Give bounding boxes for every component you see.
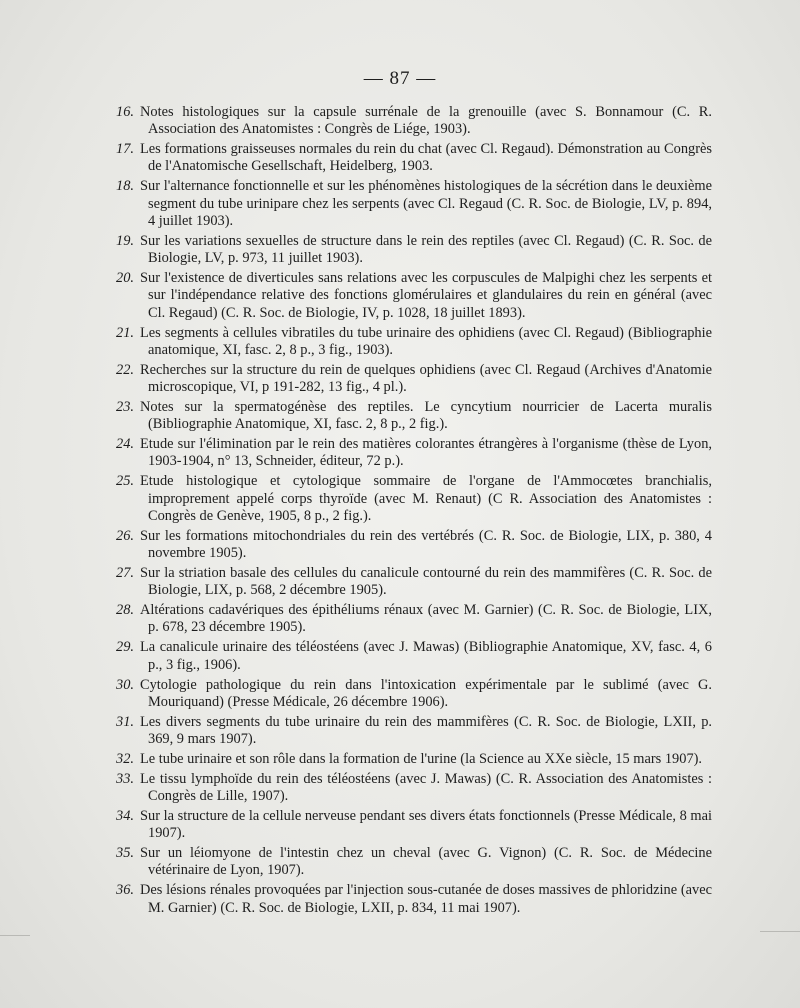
entry-number: 28. (116, 602, 134, 619)
entry-number: 31. (116, 713, 134, 730)
bibliography-entry (112, 325, 712, 360)
bibliography-entry (112, 233, 712, 268)
entry-number: 34. (116, 807, 134, 824)
scan-edge-mark (760, 931, 800, 932)
entry-number: 22. (116, 361, 134, 378)
entry-text: Les divers segments du tube urinaire du rein des mammifères (C. R. Soc. de Biologie, LXII, p. 369, 9 mars 1907). (140, 713, 712, 747)
bibliography-entry (112, 141, 712, 176)
entry-number: 23. (116, 398, 134, 415)
entry-number: 16. (116, 104, 134, 120)
entry-number: 35. (116, 845, 134, 862)
bibliography-entry (112, 808, 712, 843)
entry-text: Etude histologique et cytologique sommaire de l'organe de l'Ammocœtes branchialis, improprement appelé corps thyroïde (avec M. Renaut) (C R. Association des Anatomistes : Congrès de Genève, 1905, 8 p., 2 fig.). (140, 473, 712, 524)
entry-number: 27. (116, 564, 134, 581)
entry-number: 17. (116, 141, 134, 158)
entry-number: 20. (116, 270, 134, 287)
entry-number: 18. (116, 178, 134, 195)
bibliography-entry (112, 845, 712, 880)
bibliography-entry (112, 714, 712, 749)
bibliography-entry (112, 270, 712, 322)
entry-number: 24. (116, 436, 134, 453)
entry-number: 25. (116, 473, 134, 490)
entry-number: 29. (116, 639, 134, 656)
bibliography-entry (112, 751, 712, 768)
entry-number: 21. (116, 324, 134, 341)
entry-text: Sur les variations sexuelles de structure dans le rein des reptiles (avec Cl. Regaud) (C. R. Soc. de Biologie, LV, p. 973, 11 juillet 1903). (140, 232, 712, 267)
entry-number: 30. (116, 676, 134, 693)
entry-text: La canalicule urinaire des téléostéens (avec J. Mawas) (Bibliographie Anatomique, XV, fasc. 4, 6 p., 3 fig., 1906). (140, 639, 712, 673)
entry-text: Recherches sur la structure du rein de quelques ophidiens (avec Cl. Regaud (Archives d'Anatomie microscopique, VI, p 191-282, 13 fig., 4 pl.). (140, 361, 712, 396)
entry-text: Sur un léiomyone de l'intestin chez un cheval (avec G. Vignon) (C. R. Soc. de Médecine vétérinaire de Lyon, 1907). (140, 845, 712, 879)
entry-text: Les formations graisseuses normales du rein du chat (avec Cl. Regaud). Démonstration au Congrès de l'Anatomische Gesellschaft, Heidelberg, 1903. (140, 141, 712, 175)
scan-edge-mark (0, 935, 30, 936)
entry-text: Notes histologiques sur la capsule surrénale de la grenouille (avec S. Bonnamour (C. R. Association des Anatomistes : Congrès de Liége, 1903). (140, 104, 712, 138)
entry-text: Le tube urinaire et son rôle dans la formation de l'urine (la Science au XXe siècle, 15 mars 1907). (140, 750, 703, 767)
entry-text: Notes sur la spermatogénèse des reptiles. Le cyncytium nourricier de Lacerta muralis (Bibliographie Anatomique, XI, fasc. 2, 8 p., 2 fig.). (140, 398, 712, 433)
entry-text: Les segments à cellules vibratiles du tube urinaire des ophidiens (avec Cl. Regaud) (Bibliographie anatomique, XI, fasc. 2, 8 p., 3 fig., 1903). (140, 324, 712, 358)
entry-text: Altérations cadavériques des épithéliums rénaux (avec M. Garnier) (C. R. Soc. de Biologie, LIX, p. 678, 23 décembre 1905). (140, 602, 712, 636)
entry-number: 33. (116, 770, 134, 787)
bibliography-entry (112, 362, 712, 397)
entry-number: 26. (116, 527, 134, 544)
bibliography-entry (112, 771, 712, 806)
entry-text: Sur les formations mitochondriales du rein des vertébrés (C. R. Soc. de Biologie, LIX, p. 380, 4 novembre 1905). (140, 527, 712, 562)
bibliography-entry (112, 399, 712, 434)
entry-text: Sur l'alternance fonctionnelle et sur les phénomènes histologiques de la sécrétion dans le deuxième segment du tube urinipare chez les serpents (avec Cl. Regaud (C. R. Soc. de Biologie, LV, p. 894, 4 juillet 1903). (140, 178, 712, 229)
bibliography-entry (112, 639, 712, 674)
entry-text: Etude sur l'élimination par le rein des matières colorantes étrangères à l'organisme (thèse de Lyon, 1903-1904, n° 13, Schneider, éditeur, 72 p.). (140, 436, 712, 470)
bibliography-entry (112, 565, 712, 600)
bibliography-entry (112, 677, 712, 712)
bibliography-entry (112, 436, 712, 471)
entry-text: Le tissu lymphoïde du rein des téléostéens (avec J. Mawas) (C. R. Association des Anatomistes : Congrès de Lille, 1907). (140, 770, 712, 805)
entry-number: 36. (116, 882, 134, 899)
bibliography-entry (112, 882, 712, 917)
entry-text: Sur l'existence de diverticules sans relations avec les corpuscules de Malpighi chez les serpents et sur l'indépendance relative des fonctions glomérulaires et glandulaires du rein en général (avec Cl. Regaud) (C. R. Soc. de Biologie, IV, p. 1028, 18 juillet 1893). (140, 270, 712, 321)
bibliography-list (112, 104, 712, 920)
entry-text: Cytologie pathologique du rein dans l'intoxication expérimentale par le sublimé (avec G. Mouriquand) (Presse Médicale, 26 décembre 1906). (140, 676, 712, 710)
entry-text: Sur la striation basale des cellules du canalicule contourné du rein des mammifères (C. R. Soc. de Biologie, LIX, p. 568, 2 décembre 1905). (140, 564, 712, 599)
bibliography-entry (112, 473, 712, 525)
bibliography-entry (112, 528, 712, 563)
bibliography-entry (112, 602, 712, 637)
entry-number: 32. (116, 750, 134, 767)
entry-text: Des lésions rénales provoquées par l'injection sous-cutanée de doses massives de phloridzine (avec M. Garnier) (C. R. Soc. de Biologie, LXII, p. 834, 11 mai 1907). (140, 882, 712, 916)
entry-number: 19. (116, 232, 134, 249)
bibliography-entry (112, 104, 712, 139)
entry-text: Sur la structure de la cellule nerveuse pendant ses divers états fonctionnels (Presse Médicale, 8 mai 1907). (140, 807, 712, 842)
page-number: — 87 — (363, 68, 437, 89)
bibliography-entry (112, 178, 712, 230)
